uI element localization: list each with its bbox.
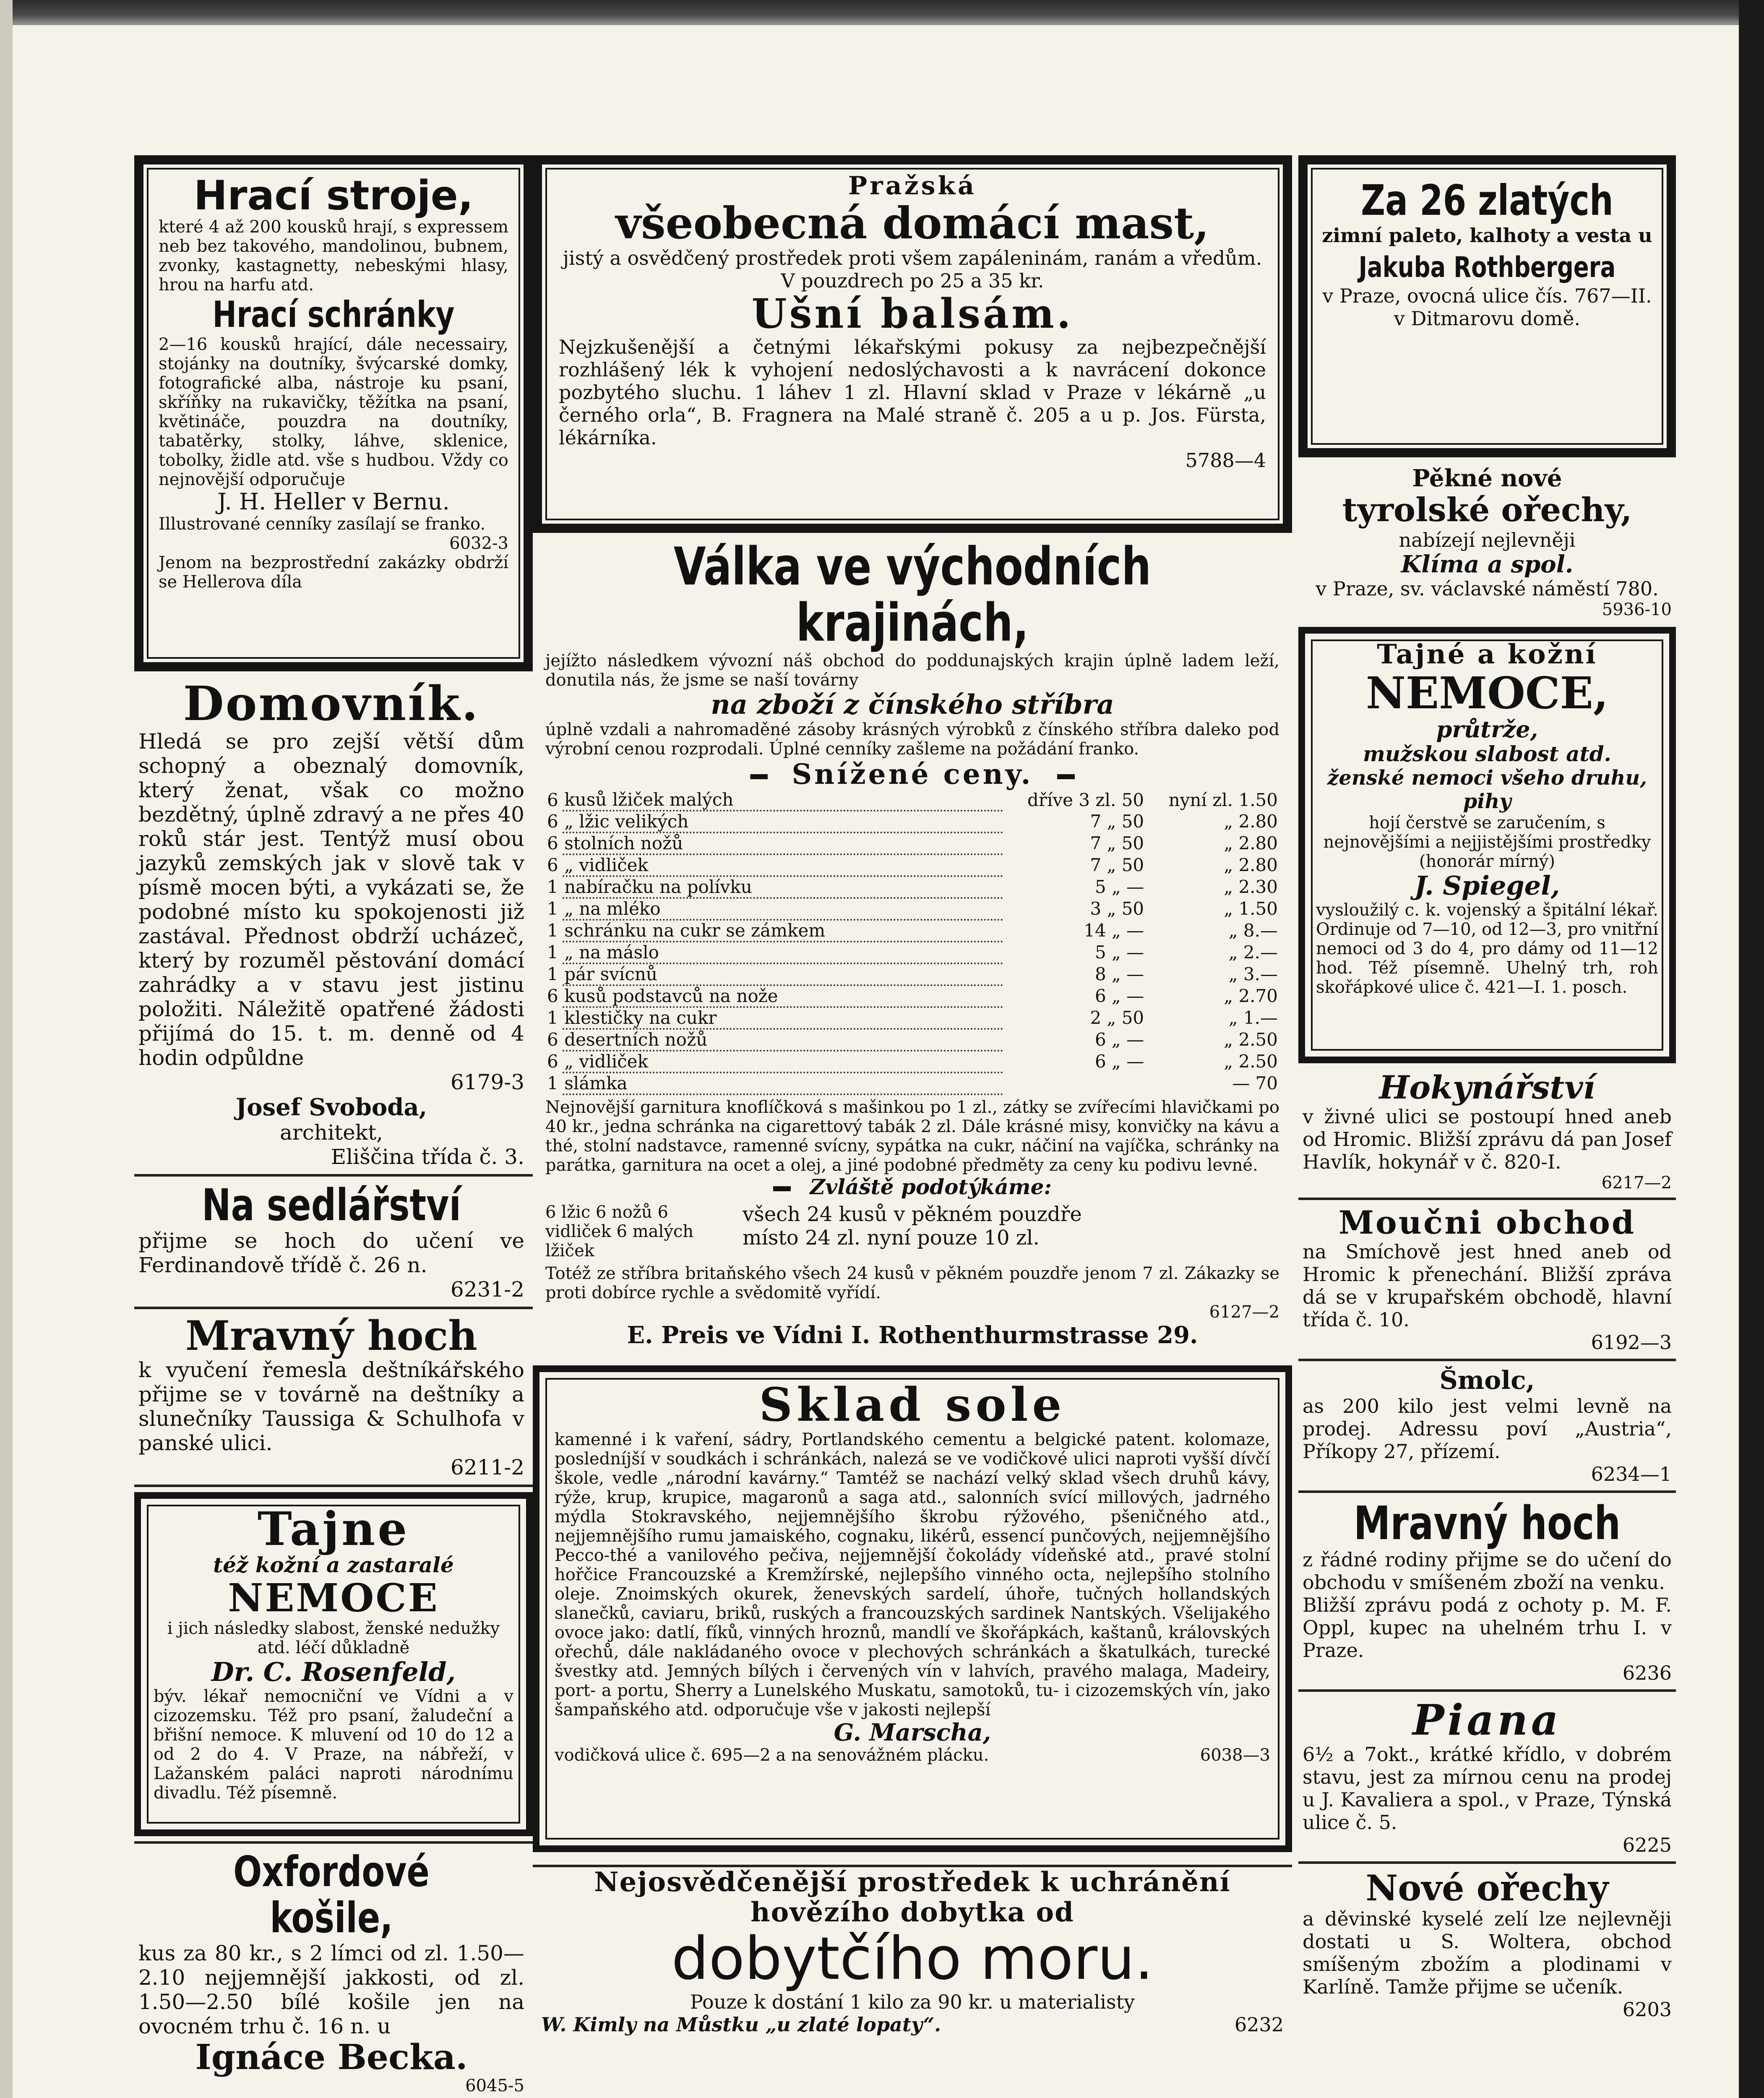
price-cell-item: pár svícnů (563, 963, 1003, 985)
price-cell-item: „ lžic velikých (563, 811, 1003, 832)
ad-signature: J. Spiegel, (1414, 870, 1560, 901)
ad-signature: G. Marscha, (834, 1719, 991, 1746)
ad-text: Jenom na bezprostřední zakázky obdrží se Hellerova díla (159, 553, 508, 592)
ad-signature: Ignáce Becka. (195, 2037, 468, 2077)
ad-code: 6045-5 (465, 2076, 524, 2095)
price-cell-was: 5 „ — (1094, 942, 1144, 963)
price-cell-was (1003, 1072, 1146, 1094)
price-cell-was: 7 „ 50 (1090, 833, 1144, 853)
price-cell-item: „ vidliček (563, 854, 1003, 876)
ad-line: mužskou slabost atd. (1363, 741, 1611, 766)
ad-code: 6127—2 (1209, 1302, 1279, 1322)
ad-signature: J. H. Heller v Bernu. (217, 488, 450, 515)
price-cell-qty: 1 (547, 942, 558, 963)
set-offer-text (730, 1203, 1279, 1260)
ad-title-4 (545, 1175, 1279, 1199)
ad-title: Moučni obchod (1338, 1205, 1636, 1241)
ad-sklad-sole (533, 1365, 1292, 1852)
ad-title: Za 26 zlatých (1361, 176, 1613, 225)
price-cell-item: schránku na cukr se zámkem (563, 920, 1003, 942)
ad-title: Mravný hoch (185, 1314, 477, 1360)
ad-code: 5936-10 (1602, 600, 1672, 619)
price-row (545, 811, 1279, 832)
divider (1298, 1490, 1676, 1493)
ad-headline: NEMOCE, (1365, 667, 1609, 719)
set-text-1: všech 24 kusů v pěkném pouzdře (743, 1203, 1082, 1226)
ad-text: i jich následky slabost, ženské nedužky atd. léčí důkladně (167, 1619, 500, 1657)
ad-text: as 200 kilo jest velmi levně na prodej. Adressu poví „Austria“, Příkopy 27, přízemí. (1303, 1395, 1672, 1463)
price-cell-now: „ 2.80 (1224, 833, 1278, 853)
ad-text: Bližší zprávu podá z ochoty p. M. F. Oppl, kupec na uhelném trhu I. v Praze. (1303, 1594, 1672, 1662)
ad-title: Nové ořechy (1365, 1869, 1609, 1909)
price-cell-was: 7 „ 50 (1090, 811, 1144, 832)
price-cell-now: „ 2.80 (1224, 855, 1278, 875)
ad-code: 6203 (1622, 1998, 1672, 2021)
ad-code: 6192—3 (1591, 1331, 1672, 1354)
divider (134, 1174, 533, 1177)
scan-right-edge (1739, 0, 1764, 2098)
divider (134, 1485, 533, 1487)
price-cell-now: „ 1.50 (1224, 898, 1278, 919)
price-cell-qty: 6 (547, 986, 558, 1006)
price-cell-now: „ 2.— (1228, 942, 1278, 963)
ad-text: nabízejí nejlevněji (1399, 529, 1576, 551)
price-row (545, 832, 1279, 854)
ad-text: Nejnovější garnitura knoflíčková s mašinkou po 1 zl., zátky se zvířecími hlavičkami po 40 kr., jedna schránka na cigarettový tabák 2 zl. Dále krásné misy, konvičky na kávu a thé, stolní nadstavce, ramenné svícny, sypátka na cukr, náčiní na vajíčka, schránky na parátka, garnitura na ocet a olej, a jiné podobné předměty za ceny ku podivu levné. (545, 1098, 1279, 1175)
ad-mravny-hoch-right (1298, 1498, 1676, 1684)
price-cell-qty: 1 (547, 877, 558, 897)
ad-text: Nejzkušenější a četnými lékařskými pokusy za nejbezpečnější rozhlášený lék k vyhojení nedoslýchavosti a k navrácení dokonce pozbytého sluchu. 1 láhev 1 zl. Hlavní sklad v Praze v lékárně „u černého orla“, B. Fragnera na Malé straně č. 205 a u p. Jos. Fürsta, lékárníka. (559, 336, 1266, 449)
ad-code: 6232 (1234, 2013, 1284, 2036)
ad-signature: Jakuba Rothbergera (1358, 251, 1616, 284)
price-cell-qty: 6 (547, 1051, 558, 1072)
price-cell-was: 3 „ 50 (1090, 898, 1144, 919)
ad-code: 5788—4 (1185, 449, 1266, 472)
ad-title: Tajne (257, 1502, 410, 1556)
pointing-hand-icon (1045, 770, 1075, 783)
ad-valka (533, 533, 1292, 1349)
price-cell-qty: 1 (547, 1073, 558, 1093)
ad-smolc (1298, 1366, 1676, 1485)
ad-mravny-hoch (134, 1314, 533, 1480)
ad-title: Sklad sole (759, 1378, 1066, 1432)
ad-line: ženské nemoci všeho druhu, pihy (1327, 766, 1647, 813)
ad-tajne-kozni (1298, 627, 1676, 1063)
ad-text: kamenné i k vaření, sádry, Portlandského cementu a belgické patent. kolomaze, posledníjší v soudkách i schránkách, nalezá se ve vodičkové ulici naproti vyšší dívčí škole, vedle „národní kavárny.“ Tamtéž se nachází velký sklad všech druhů kávy, rýže, krup, krupice, magaronů a saga atd., salonních svící millových, jadrného mýdla Stokravského, nejjemnějšího škrobu rýžového, pšeničného atd., nejjemnějšího rumu jamaiského, cognaku, likérů, essencí punčových, nejjemnějšího Pecco-thé a vanilového pečiva, nejjemnější čokolády vídeňské atd., pravé stolní hořčice Francouzské a Kremžírské, nejlepšího vinného octa, nejlepšího stolního oleje. Znoimských okurek, ženevských sardelí, úhoře, tučných hollandských slanečků, caviaru, briků, ruských a francouzských sardinek Nantských. Všelijakého ovoce jako: datlí, fíků, vinných hroznů, mandlí ve škořápkách, kaštanů, královských ořechů, dále nakládaného ovoce v plechových schránkách a škatulkách, turecké švestky atd. Jemných bílých i červených vín v lahvích, pravého malaga, Madeiry, port- a portu, Sherry a Lunelského Muskatu, samotoků, tu- i cizozemských vín, jako šampaňského atd. odporučuje vše v jakosti nejlepší (555, 1430, 1270, 1720)
ad-hraci-stroje (134, 155, 533, 671)
price-cell-item: „ na mléko (563, 898, 1003, 920)
divider (1298, 1861, 1676, 1864)
ad-signature: W. Kimly na Můstku „u zlaté lopaty“. (541, 2013, 941, 2036)
price-cell-qty: 1 (547, 1007, 558, 1028)
price-cell-item: „ na máslo (563, 942, 1003, 963)
ad-code: 6231-2 (451, 1277, 524, 1302)
ad-sedlarstvi (134, 1182, 533, 1302)
ad-code: 6179-3 (451, 1070, 524, 1094)
divider (134, 1841, 533, 1844)
ad-code: 6217—2 (1601, 1173, 1672, 1193)
price-cell-now: „ 2.80 (1224, 811, 1278, 832)
ad-title-3 (545, 759, 1279, 790)
ad-code: 6038—3 (1200, 1746, 1270, 1765)
price-cell-was: 2 „ 50 (1090, 1007, 1144, 1028)
ad-text: 6½ a 7okt., krátké křídlo, v dobrém stavu, jest za mírnou cenu na prodej u J. Kavaliera a spol., v Praze, Týnská ulice č. 5. (1303, 1743, 1672, 1834)
price-cell-item: nabíračku na polívku (563, 876, 1003, 898)
ad-signature: Josef Svoboda, (235, 1093, 427, 1121)
ad-text: v Praze, ovocná ulice čís. 767—II. v Ditmarovu domě. (1322, 284, 1652, 330)
ad-text: 2—16 kousků hrající, dále necessairy, stojánky na doutníky, švýcarské domky, fotografické alba, nástroje ku psaní, skříňky na rukavičky, těžítka na psaní, květináče, pouzdra na doutníky, tabatěrky, stolky, láhve, sklenice, tobolky, židle atd. vše s hudbou. Vždy co nejnovější odporučuje (159, 335, 508, 489)
ad-title: Na sedlářství (202, 1182, 461, 1231)
price-cell-was: 8 „ — (1094, 964, 1144, 984)
price-cell-qty: 6 (547, 1029, 558, 1050)
price-cell-now: „ 3.— (1228, 964, 1278, 984)
ad-text: jistý a osvědčený prostředek proti všem zapáleninám, ranám a vředům. V pouzdrech po 25 a 35 kr. (563, 247, 1262, 292)
ad-text: Totéž ze stříbra britaňského všech 24 kusů v pěkném pouzdře jenom 7 zl. Zákazky se proti dobírce rychle a svědomitě vyřídí. (545, 1264, 1279, 1302)
ad-text: na Smíchově jest hned aneb od Hromic k přenechání. Bližší zpráva dá se v krupařském obchodě, hlavní třída č. 10. (1303, 1240, 1672, 1331)
ad-text: vysloužilý c. k. vojenský a špitální lékař. Ordinuje od 7—10, od 12—3, pro vnitřní nemoci od 3 do 4, pro dámy od 11—12 hod. Též písemně. Uhelný trh, roh skořápkové ulice č. 421—I. 1. posch. (1316, 900, 1658, 997)
price-cell-item: stolních nožů (563, 832, 1003, 854)
price-cell-item: desertních nožů (563, 1029, 1003, 1051)
ad-domaci-mast (533, 155, 1292, 533)
price-cell-was: 6 „ — (1094, 1029, 1144, 1050)
ad-title: všeobecná domácí mast, (615, 197, 1209, 249)
price-row (545, 920, 1279, 942)
ad-moucni-obchod (1298, 1205, 1676, 1354)
ad-text: býv. lékař nemocniční ve Vídni a v cizozemsku. Též pro psaní, žaludeční a břišní nemoce. K mluvení od 10 do 12 a od 2 do 4. V Praze, na nábřeží, v Lažanském paláci naproti národnímu divadlu. Též písemně. (154, 1687, 513, 1803)
ad-title: Oxfordové košile, (233, 1849, 430, 1942)
ad-title-3-label: Snížené ceny. (792, 758, 1033, 791)
ad-role: architekt, (280, 1120, 383, 1145)
ad-subtitle: Hrací schránky (212, 294, 455, 336)
ad-oxford-kosile (134, 1849, 533, 2095)
ad-text: hojí čerstvě se zaručením, s nejnovějšími a nejjistějšími prostředky (honorár mírný) (1323, 813, 1651, 871)
ad-title-4-label: Zvláště podotýkáme: (810, 1174, 1052, 1199)
pointing-hand-icon (773, 1182, 803, 1195)
ad-za-26-zlatych (1298, 155, 1676, 457)
price-row (545, 898, 1279, 920)
price-cell-now: „ 2.70 (1224, 986, 1278, 1006)
price-cell-was: 6 „ — (1094, 986, 1144, 1006)
ad-tyrolske-orechy (1298, 457, 1676, 627)
ad-code: 6032-3 (449, 534, 508, 553)
ad-title: Mravný hoch (1353, 1498, 1621, 1550)
price-cell-item: slámka (563, 1072, 1003, 1094)
price-cell-now: „ 1.— (1228, 1007, 1278, 1028)
ad-address: vodičková ulice č. 695—2 a na senovážném plácku. (555, 1746, 989, 1765)
ad-nove-orechy (1298, 1869, 1676, 2021)
ad-headline: dobytčího moru. (671, 1925, 1154, 1993)
ad-text: zimní paleto, kalhoty a vesta u (1322, 224, 1652, 247)
ad-dobytci-mor (533, 1865, 1292, 2036)
price-cell-item: kusů lžiček malých (563, 790, 1003, 811)
ad-text: z řádné rodiny přijme se do učení do obchodu v smíšeném zboží na venku. (1303, 1548, 1672, 1594)
ad-code: 6211-2 (451, 1455, 524, 1480)
ad-address: Eliščina třída č. 3. (331, 1145, 524, 1169)
price-row (545, 963, 1279, 985)
ad-title: Hrací stroje, (193, 172, 474, 219)
ad-text: a děvinské kyselé zelí lze nejlevněji dostati u S. Woltera, obchod smíšeným zbožím a plodinami v Karlíně. Tamže přijme se učeník. (1303, 1908, 1672, 1998)
price-row (545, 790, 1279, 811)
ad-title: Šmolc, (1439, 1366, 1535, 1395)
divider (1298, 1198, 1676, 1200)
price-row (545, 854, 1279, 876)
price-cell-was: 6 „ — (1094, 1051, 1144, 1072)
price-cell-qty: 6 (547, 833, 558, 853)
ad-kicker: Pražská (848, 171, 977, 201)
pointing-hand-icon (750, 770, 779, 783)
ad-signature: Klíma a spol. (1401, 551, 1574, 578)
ad-title: Hokynářství (1379, 1069, 1595, 1106)
right-column (1298, 155, 1676, 2098)
left-column (134, 155, 533, 2098)
ad-text: v živné ulici se postoupí hned aneb od Hromic. Bližší zprávu dá pan Josef Havlík, hokynář v č. 820-I. (1303, 1105, 1672, 1173)
ad-text: v Praze, sv. václavské náměstí 780. (1316, 577, 1659, 600)
ad-title-2: Ušní balsám. (751, 290, 1074, 337)
ad-text: Hledá se pro zejší větší dům schopný a obeznalý domovník, který ženat, však co možno bezdětný, úplně zdravý a ne přes 40 roků stár jest. Tentýž musí obou jazyků zemských jak v slově tak v písmě mocen býti, a vykázati se, že podobné místo ku spokojenosti již zastával. Přednost obdrží ucházeč, který by rozuměl pěstování domácí zahrádky a v stavu jest jistinu položiti. Náležitě opatřené žádosti přijímá do 15. t. m. denně od 4 hodin odpůldne (138, 729, 524, 1070)
price-cell-item: „ vidliček (563, 1051, 1003, 1072)
ad-kicker: Tajné a kožní (1377, 639, 1597, 670)
set-text-2: místo 24 zl. nyní pouze 10 zl. (743, 1226, 1040, 1250)
ad-text: Pouze k dostání 1 kilo za 90 kr. u materialisty (690, 1991, 1135, 2013)
set-items: 6 lžic 6 nožů 6 vidliček 6 malých lžiček (545, 1203, 694, 1260)
ad-text: Illustrované cenníky zasílají se franko. (159, 514, 486, 534)
price-row (545, 985, 1279, 1007)
ad-signature: Dr. C. Rosenfeld, (211, 1657, 456, 1687)
divider (134, 1307, 533, 1309)
price-cell-now: „ 2.30 (1224, 877, 1278, 897)
price-cell-now: — 70 (1232, 1073, 1278, 1093)
ad-code: 6236 (1622, 1662, 1672, 1684)
set-offer (545, 1203, 1279, 1260)
price-cell-now: „ 2.50 (1224, 1051, 1278, 1072)
ad-text: které 4 až 200 kousků hrají, s expressem neb bez takového, mandolinou, bubnem, zvonky, kastagnetty, nebeskými hlasy, hrou na harfu atd. (159, 217, 508, 295)
ad-text: jejížto následkem vývozní náš obchod do poddunajských krajin úplně ladem leží, donutila nás, že jsme se naší továrny (545, 651, 1279, 690)
price-cell-qty: 1 (547, 964, 558, 984)
ad-piana (1298, 1697, 1676, 1856)
ad-text: k vyučení řemesla deštníkářského přijme se v továrně na deštníky a slunečníky Taussiga & Schulhofa v panské ulici. (138, 1358, 524, 1455)
ad-title: Nejosvědčenější prostředek k uchránění hovězího dobytka od (594, 1866, 1231, 1928)
ad-title: tyrolské ořechy, (1342, 491, 1632, 529)
price-cell-item: klestičky na cukr (563, 1007, 1003, 1029)
price-cell-qty: 6 (547, 855, 558, 875)
ad-title: Piana (1412, 1697, 1562, 1745)
price-row (545, 1007, 1279, 1029)
price-cell-qty: 1 (547, 920, 558, 941)
divider (1298, 1359, 1676, 1361)
price-row (545, 1029, 1279, 1051)
ad-domovnik (134, 671, 533, 1169)
ad-signature: E. Preis ve Vídni I. Rothenthurmstrasse 29. (627, 1321, 1198, 1349)
price-table (545, 790, 1279, 1095)
ad-headline: NEMOCE (228, 1575, 439, 1620)
price-cell-now: „ 2.50 (1224, 1029, 1278, 1050)
divider (1298, 1689, 1676, 1692)
price-cell-was: 14 „ — (1084, 920, 1144, 941)
ad-kicker: Pěkné nové (1412, 464, 1562, 492)
price-cell-item: kusů podstavců na nože (563, 985, 1003, 1007)
ad-tajne-nemoce (134, 1492, 533, 1836)
scan-left-edge (0, 0, 13, 2098)
price-cell-qty: 6 (547, 790, 558, 810)
ad-line: průtrže, (1436, 716, 1538, 743)
ad-code: 6234—1 (1591, 1463, 1672, 1485)
price-row (545, 942, 1279, 963)
price-row (545, 1051, 1279, 1072)
price-cell-was: dříve 3 zl. 50 (1027, 790, 1144, 810)
scan-top-edge (0, 0, 1764, 25)
ad-subtitle: též kožní a zastaralé (213, 1553, 454, 1577)
ad-hokynarstvi (1298, 1063, 1676, 1193)
ad-title-2: na zboží z čínského stříbra (711, 689, 1114, 720)
ad-code: 6225 (1622, 1834, 1672, 1856)
ad-text: kus za 80 kr., s 2 límci od zl. 1.50—2.10 nejjemnější jakkosti, od zl. 1.50—2.50 bílé košile jen na ovocném trhu č. 16 n. u (138, 1941, 524, 2038)
ad-title: Válka ve východních krajinách, (673, 537, 1152, 653)
price-row (545, 876, 1279, 898)
ad-text: úplně vzdali a nahromaděné zásoby krásných výrobků z čínského stříbra daleko pod výrobní cenou rozprodali. Úplné cenníky zašleme na požádání franko. (545, 720, 1279, 759)
price-cell-now: nyní zl. 1.50 (1168, 790, 1278, 810)
price-cell-was: 5 „ — (1094, 877, 1144, 897)
price-cell-qty: 1 (547, 898, 558, 919)
ad-text: přijme se hoch do učení ve Ferdinandově třídě č. 26 n. (138, 1229, 524, 1277)
price-row (545, 1072, 1279, 1094)
price-cell-now: „ 8.— (1228, 920, 1278, 941)
price-cell-was: 7 „ 50 (1090, 855, 1144, 875)
middle-column (533, 155, 1292, 2098)
ad-title: Domovník. (183, 676, 480, 731)
price-cell-qty: 6 (547, 811, 558, 832)
